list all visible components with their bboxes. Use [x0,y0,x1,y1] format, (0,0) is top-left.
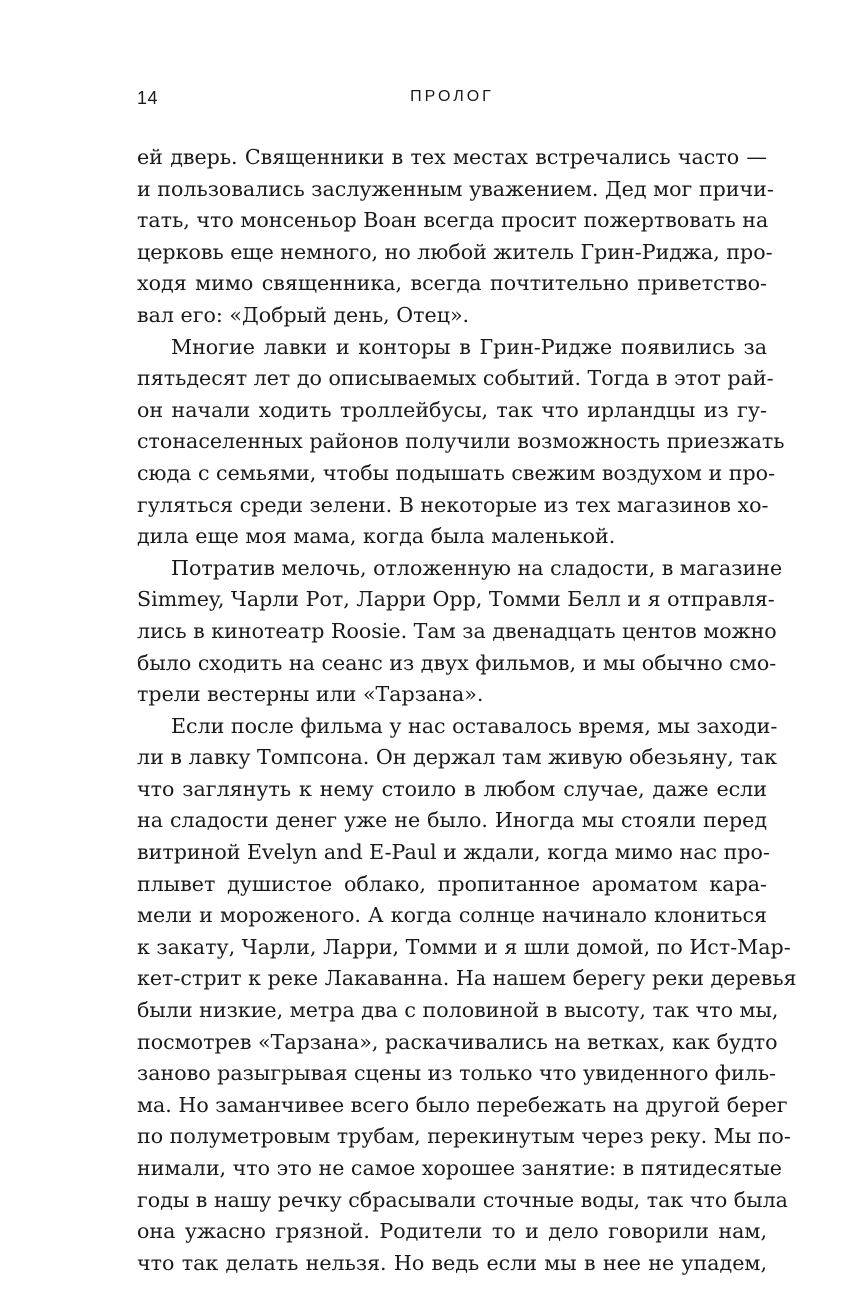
text-line: годы в нашу речку сбрасывали сточные воды, так что была [137,1187,788,1212]
text-line: посмотрев «Тарзана», раскачивались на ветках, как будто [137,1029,778,1054]
text-line: и пользовались заслуженным уважением. Дед мог причи- [137,176,774,201]
paragraph [137,332,785,553]
text-line: она ужасно грязной. Родители то и дело говорили нам, [137,1219,767,1244]
text-line: пятьдесят лет до описываемых событий. Тогда в этот рай- [137,366,774,391]
running-title: ПРОЛОГ [410,88,494,105]
text-line: к закату, Чарли, Ларри, Томми и я шли домой, по Ист-Мар- [137,934,791,959]
text-line: были низкие, метра два с половиной в высоту, так что мы, [137,998,779,1023]
text-line: сюда с семьями, чтобы подышать свежим воздухом и про- [137,460,776,485]
text-line: плывет душистое облако, пропитанное ароматом кара- [137,871,767,896]
text-line: что заглянуть к нему стоило в любом случае, даже если [137,776,767,801]
text-line: по полуметровым трубам, перекинутым через реку. Мы по- [137,1124,791,1149]
paragraph [137,711,797,1280]
page-header [137,88,767,114]
text-line: церковь еще немного, но любой житель Грин-Риджа, про- [137,239,773,264]
text-line: ей дверь. Священники в тех местах встречались часто — [137,145,767,169]
text-line: гуляться среди зелени. В некоторые из тех магазинов хо- [137,492,769,517]
text-line: на сладости денег уже не было. Иногда мы стояли перед [137,808,767,833]
text-line: Если после фильма у нас оставалось время, мы заходи- [171,713,778,738]
text-line: ходя мимо священника, всегда почтительно приветство- [137,271,767,296]
text-line: Потратив мелочь, отложенную на сладости, в магазине [171,555,783,580]
text-line: заново разыгрывая сцены из только что увиденного филь- [137,1061,776,1086]
text-line: стонаселенных районов получили возможность приезжать [137,429,785,454]
text-line: дила еще моя мама, когда была маленькой. [137,524,616,549]
text-line: нимали, что это не самое хорошее занятие: в пятидесятые [137,1156,782,1180]
text-line: вал его: «Добрый день, Отец». [137,302,470,327]
paragraph [137,142,774,332]
text-line: было сходить на сеанс из двух фильмов, и мы обычно смо- [137,650,777,675]
text-line: ли в лавку Томпсона. Он держал там живую обезьяну, так [137,745,777,770]
text-line: витриной Evelyn and E-Paul и ждали, когда мимо нас про- [137,840,770,865]
text-line: тать, что монсеньор Воан всегда просит пожертвовать на [137,208,769,233]
page-number: 14 [137,88,159,108]
text-line: мели и мороженого. А когда солнце начинало клониться [137,903,767,928]
text-line: он начали ходить троллейбусы, так что ирландцы из гу- [137,397,767,422]
text-line: трели вестерны или «Тарзана». [137,682,484,707]
text-line: лись в кинотеатр Roosie. Там за двенадцать центов можно [137,618,777,643]
text-line: Многие лавки и конторы в Грин-Ридже появились за [171,334,767,359]
paragraph [137,553,783,711]
text-line: ма. Но заманчивее всего было перебежать на другой берег [137,1092,788,1117]
text-line: что так делать нельзя. Но ведь если мы в нее не упадем, [137,1250,767,1275]
body-text [137,142,797,1279]
text-line: кет-стрит к реке Лакаванна. На нашем берегу реки деревья [137,966,797,991]
text-line: Simmey, Чарли Рот, Ларри Орр, Томми Белл и я отправля- [137,587,775,612]
